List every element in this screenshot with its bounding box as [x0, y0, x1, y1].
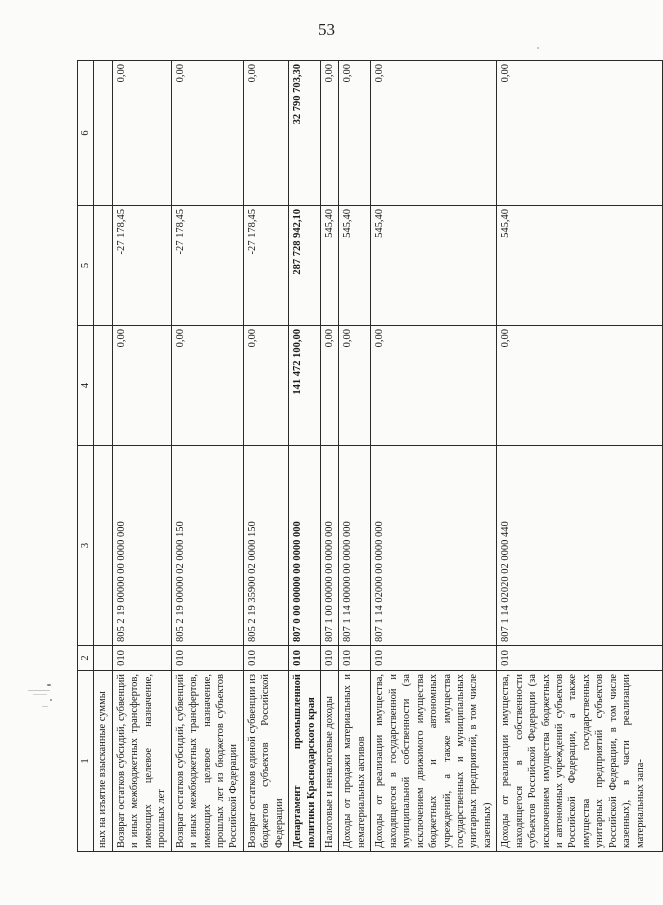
row-code: 010 [243, 646, 288, 671]
row-col6: 0,00 [497, 61, 663, 206]
row-col5: -27 178,45 [171, 206, 243, 326]
row-col6: 0,00 [371, 61, 497, 206]
row-kbk: 807 1 14 02000 00 0000 000 [371, 446, 497, 646]
row-col6: 0,00 [339, 61, 371, 206]
table-row [243, 61, 288, 852]
row-col5: -27 178,45 [243, 206, 288, 326]
row-kbk: 807 1 14 00000 00 0000 000 [339, 446, 371, 646]
page-number: 53 [318, 20, 335, 39]
row-col5: 545,40 [497, 206, 663, 326]
scan-speck [50, 699, 52, 701]
row-col4 [94, 326, 112, 446]
row-col5: -27 178,45 [112, 206, 171, 326]
table-row [289, 61, 321, 852]
row-col4: 141 472 100,00 [289, 326, 321, 446]
row-col5: 545,40 [339, 206, 371, 326]
row-name: Доходы от реализации имущества, находящегося в государственной и муниципальной собственности (за исключением движимого имущества бюджетных и автономных учреждений, а также имущества государственных и муниципальных унитарных предприятий, в том числе казенных) [371, 671, 497, 852]
header-cell: 5 [78, 206, 94, 326]
row-name: Возврат остатков субсидий, субвенций и иных межбюджетных трансфертов, имеющих целевое назначение, прошлых лет [112, 671, 171, 852]
header-cell: 3 [78, 446, 94, 646]
row-kbk: 807 1 14 02020 02 0000 440 [497, 446, 663, 646]
row-kbk: 807 1 00 00000 00 0000 000 [321, 446, 339, 646]
row-name: Доходы от продажи материальных и нематериальных активов [339, 671, 371, 852]
header-cell: 2 [78, 646, 94, 671]
row-name: Доходы от реализации имущества, находящегося в собственности субъектов Российской Федерации (за исключением имущества бюджетных и автономных учреждений субъектов Российской Федерации, а также имущества государственных унитарных предприятий субъектов Российской Федерации, в том числе казенных), в части реализации материальных запа- [497, 671, 663, 852]
table-row [94, 61, 112, 852]
row-code: 010 [289, 646, 321, 671]
row-name: Налоговые и неналоговые доходы [321, 671, 339, 852]
row-kbk: 805 2 19 00000 02 0000 150 [171, 446, 243, 646]
row-code: 010 [171, 646, 243, 671]
row-col5: 287 728 942,10 [289, 206, 321, 326]
row-code: 010 [371, 646, 497, 671]
row-code: 010 [321, 646, 339, 671]
scan-speck [537, 47, 539, 49]
row-col5: 545,40 [371, 206, 497, 326]
row-code: 010 [339, 646, 371, 671]
row-kbk: 805 2 19 35900 02 0000 150 [243, 446, 288, 646]
row-code: 010 [112, 646, 171, 671]
row-kbk: 807 0 00 00000 00 0000 000 [289, 446, 321, 646]
row-code: 010 [497, 646, 663, 671]
row-kbk [94, 446, 112, 646]
table-row [112, 61, 171, 852]
row-name: Возврат остатков субсидий, субвенций и иных межбюджетных трансфертов, имеющих целевое назначение, прошлых лет из бюджетов субъектов Российской Федерации [171, 671, 243, 852]
row-col6: 32 790 703,30 [289, 61, 321, 206]
table-row [497, 61, 663, 852]
header-row [78, 61, 94, 852]
row-col4: 0,00 [321, 326, 339, 446]
row-col4: 0,00 [243, 326, 288, 446]
scan-speck [42, 706, 48, 707]
row-col5: 545,40 [321, 206, 339, 326]
row-col6: 0,00 [171, 61, 243, 206]
row-col6: 0,00 [112, 61, 171, 206]
row-name: Возврат остатков единой субвенции из бюджетов субъектов Российской Федерации [243, 671, 288, 852]
table-row [321, 61, 339, 852]
row-col6 [94, 61, 112, 206]
table-row [171, 61, 243, 852]
header-cell: 6 [78, 61, 94, 206]
header-cell: 1 [78, 671, 94, 852]
row-col4: 0,00 [497, 326, 663, 446]
row-col4: 0,00 [112, 326, 171, 446]
row-name: ных на изъятие взысканные суммы [94, 671, 112, 852]
scan-speck [28, 690, 50, 691]
row-col4: 0,00 [171, 326, 243, 446]
row-col4: 0,00 [371, 326, 497, 446]
scan-speck [33, 694, 47, 695]
row-col6: 0,00 [321, 61, 339, 206]
table-row [371, 61, 497, 852]
row-col5 [94, 206, 112, 326]
table-row [339, 61, 371, 852]
row-col4: 0,00 [339, 326, 371, 446]
scan-speck [47, 684, 51, 686]
row-code [94, 646, 112, 671]
row-name: Департамент промышленной политики Краснодарского края [289, 671, 321, 852]
header-cell: 4 [78, 326, 94, 446]
rotated-table-container [77, 62, 646, 852]
row-kbk: 805 2 19 00000 00 0000 000 [112, 446, 171, 646]
revenue-table [77, 60, 663, 852]
row-col6: 0,00 [243, 61, 288, 206]
